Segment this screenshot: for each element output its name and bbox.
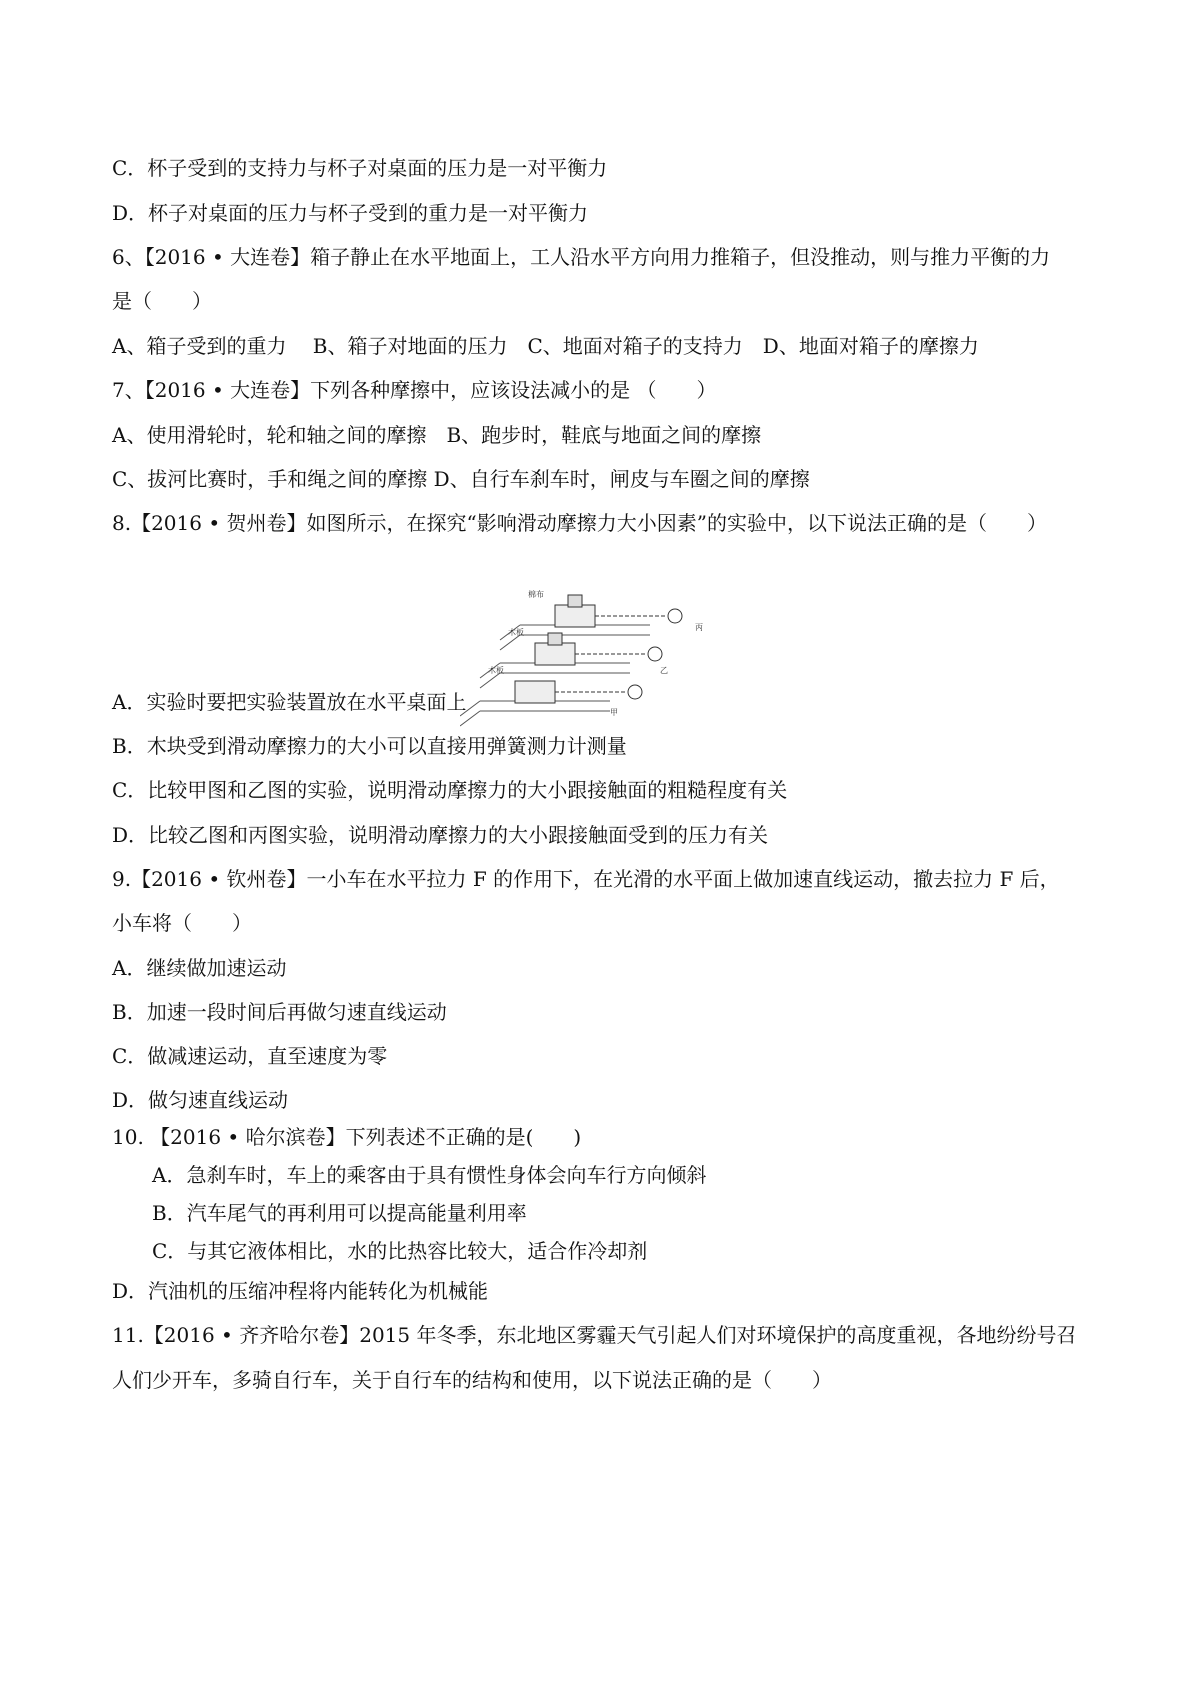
q10-option-a: A．急刹车时，车上的乘客由于具有惯性身体会向车行方向倾斜 — [152, 1163, 707, 1187]
q10-option-d: D．汽油机的压缩冲程将内能转化为机械能 — [112, 1279, 489, 1303]
q9-option-d: D．做匀速直线运动 — [112, 1088, 289, 1112]
q8-option-d: D．比较乙图和丙图实验，说明滑动摩擦力的大小跟接触面受到的压力有关 — [112, 823, 769, 847]
q10-option-b: B．汽车尾气的再利用可以提高能量利用率 — [152, 1201, 527, 1225]
label-yi: 乙 — [660, 666, 668, 675]
q6-options: A、箱子受到的重力 B、箱子对地面的压力 C、地面对箱子的支持力 D、地面对箱子的摩擦力 — [112, 334, 979, 358]
label-wood-2: 木板 — [488, 666, 504, 675]
q5-option-d: D．杯子对桌面的压力与杯子受到的重力是一对平衡力 — [112, 201, 589, 225]
q7-options-ab: A、使用滑轮时，轮和轴之间的摩擦 B、跑步时，鞋底与地面之间的摩擦 — [112, 423, 762, 447]
q9-stem: 9.【2016 • 钦州卷】一小车在水平拉力 F 的作用下，在光滑的水平面上做加速直线运动，撤去拉力 F 后， — [112, 867, 1060, 891]
q9-option-a: A．继续做加速运动 — [112, 956, 287, 980]
q11-stem: 11.【2016 • 齐齐哈尔卷】2015 年冬季，东北地区雾霾天气引起人们对环境保护的高度重视，各地纷纷号召 — [112, 1323, 1077, 1347]
q9-option-b: B．加速一段时间后再做匀速直线运动 — [112, 1000, 447, 1024]
q8-option-c: C．比较甲图和乙图的实验，说明滑动摩擦力的大小跟接触面的粗糙程度有关 — [112, 778, 788, 802]
q7-stem: 7、【2016 • 大连卷】下列各种摩擦中，应该设法减小的是 （ ） — [112, 378, 717, 402]
q6-stem-cont: 是（ ） — [112, 289, 212, 313]
label-jia: 甲 — [610, 708, 618, 717]
label-wood-1: 木板 — [508, 628, 524, 637]
q8-stem: 8.【2016 • 贺州卷】如图所示，在探究“影响滑动摩擦力大小因素”的实验中，以下说法正确的是（ ） — [112, 511, 1047, 535]
q8-option-a: A．实验时要把实验装置放在水平桌面上 — [112, 690, 467, 714]
q10-option-c: C．与其它液体相比，水的比热容比较大，适合作冷却剂 — [152, 1239, 648, 1263]
q10-stem: 10. 【2016 • 哈尔滨卷】下列表述不正确的是( ) — [112, 1125, 582, 1149]
q6-stem: 6、【2016 • 大连卷】箱子静止在水平地面上，工人沿水平方向用力推箱子，但没推动，则与推力平衡的力 — [112, 245, 1051, 269]
label-bing: 丙 — [695, 623, 703, 632]
q9-stem-cont: 小车将（ ） — [112, 911, 252, 935]
q7-options-cd: C、拔河比赛时，手和绳之间的摩擦 D、自行车刹车时，闸皮与车圈之间的摩擦 — [112, 467, 810, 491]
label-cotton: 棉布 — [528, 590, 544, 599]
q8-option-b: B．木块受到滑动摩擦力的大小可以直接用弹簧测力计测量 — [112, 734, 627, 758]
q11-stem-cont: 人们少开车，多骑自行车，关于自行车的结构和使用，以下说法正确的是（ ） — [112, 1368, 832, 1392]
q5-option-c: C．杯子受到的支持力与杯子对桌面的压力是一对平衡力 — [112, 156, 608, 180]
q9-option-c: C．做减速运动，直至速度为零 — [112, 1044, 388, 1068]
